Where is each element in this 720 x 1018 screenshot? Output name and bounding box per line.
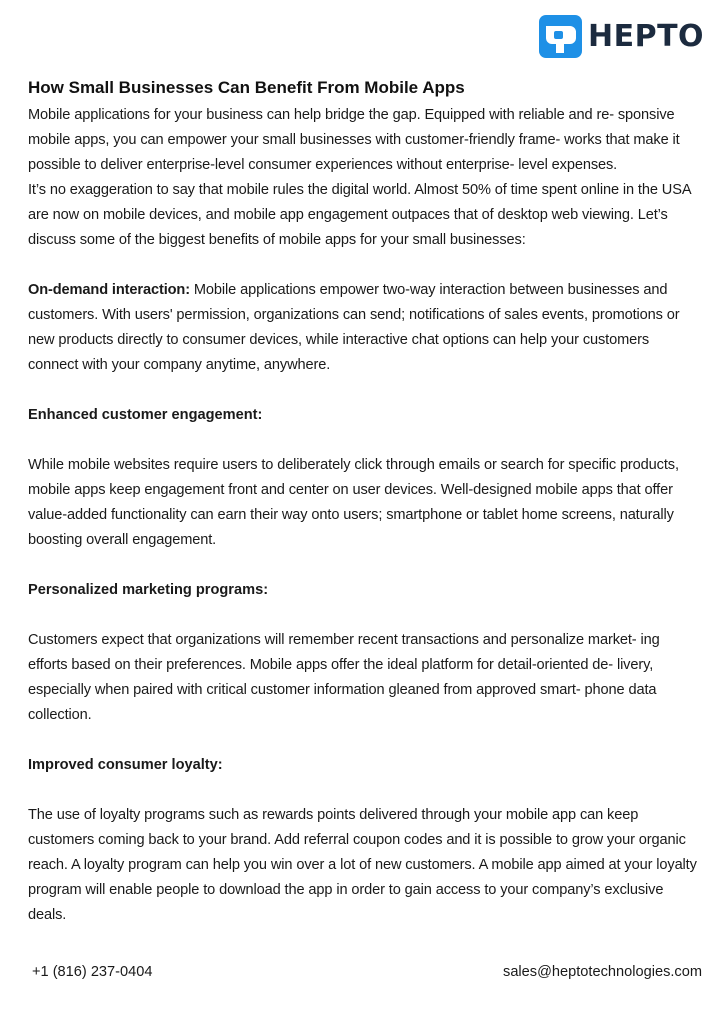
hepto-logo-icon — [539, 15, 582, 58]
document-body — [28, 77, 702, 928]
page-title: How Small Businesses Can Benefit From Mobile Apps — [28, 78, 465, 97]
section-heading: Improved consumer loyalty: — [28, 757, 223, 773]
section-heading: On-demand interaction: — [28, 282, 190, 298]
section-body: While mobile websites require users to deliberately click through emails or search for specific products, mobile apps keep engagement front and center on user devices. Well-designed mobile apps that offer value-added functionality can earn their way onto users; smartphone or tablet home screens, naturally boosting overall engagement. — [28, 457, 679, 548]
intro-paragraph-1: Mobile applications for your business can help bridge the gap. Equipped with reliable and re- sponsive mobile apps, you can empower your small businesses with customer-friendly frame- works that make it possible to deliver enterprise-level consumer experiences without enterprise- level expenses. — [28, 107, 680, 173]
section-body: Mobile applications empower two-way interaction between businesses and customers. With users' permission, organizations can send; notifications of sales events, promotions or new products directly to consumer devices, while interactive chat options can help your customers connect with your company anytime, anywhere. — [28, 282, 680, 373]
brand-name: HEPTO — [588, 18, 705, 54]
section-heading: Personalized marketing programs: — [28, 582, 269, 598]
brand-logo[interactable] — [539, 15, 704, 58]
section-on-demand — [28, 278, 702, 378]
email-link[interactable]: sales@heptotechnologies.com — [503, 964, 702, 980]
footer — [0, 962, 720, 986]
phone-link[interactable]: +1 (816) 237-0404 — [32, 964, 153, 980]
section-body: The use of loyalty programs such as rewards points delivered through your mobile app can keep customers coming back to your brand. Add referral coupon codes and it is possible to grow your organic reach. A loyalty program can help you win over a lot of new customers. A mobile app aimed at your loyalty program will enable people to download the app in order to gain access to your company’s exclusive deals. — [28, 807, 697, 923]
section-heading: Enhanced customer engagement: — [28, 407, 263, 423]
intro-paragraph-2: It’s no exaggeration to say that mobile rules the digital world. Almost 50% of time spent online in the USA are now on mobile devices, and mobile app engagement outpaces that of desktop web viewing. Let’s discuss some of the biggest benefits of mobile apps for your small businesses: — [28, 182, 691, 248]
section-body: Customers expect that organizations will remember recent transactions and personalize market- ing efforts based on their preferences. Mobile apps offer the ideal platform for detail-oriented de- livery, especially when paired with critical customer information gleaned from approved smart- phone data collection. — [28, 632, 660, 723]
